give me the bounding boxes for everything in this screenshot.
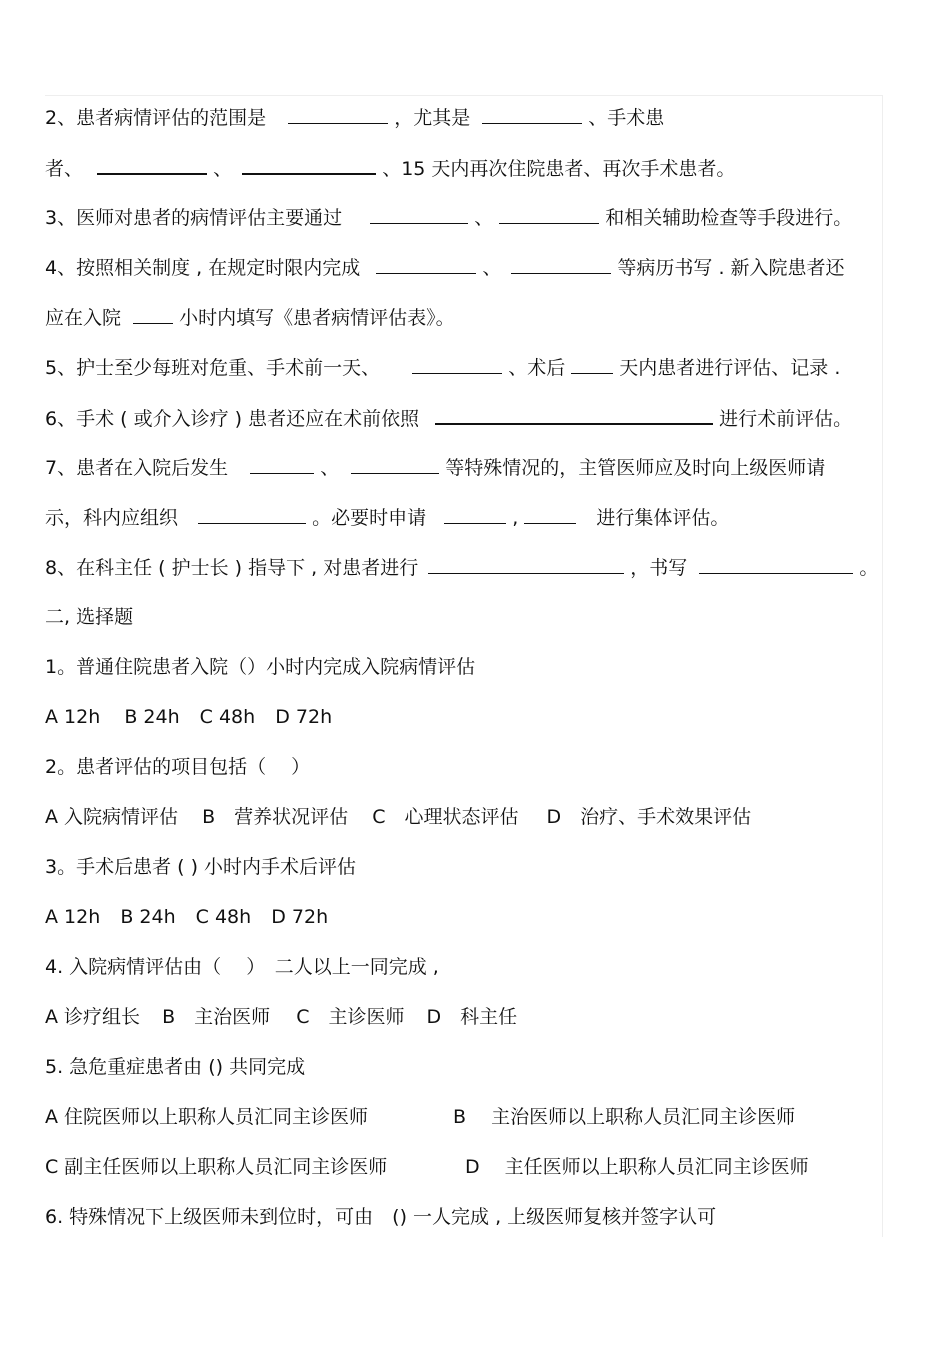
blank-field[interactable] bbox=[428, 554, 624, 574]
fill-q4-line2 bbox=[45, 304, 455, 331]
option-d[interactable]: D 科主任 bbox=[426, 1006, 518, 1028]
text: 、 bbox=[474, 207, 494, 229]
page-right-border bbox=[882, 95, 883, 1237]
blank-field[interactable] bbox=[412, 354, 502, 374]
page-top-border bbox=[45, 95, 883, 96]
text: 天内患者进行评估、记录 . bbox=[619, 357, 841, 379]
option-d[interactable]: D 主任医师以上职称人员汇同主诊医师 bbox=[465, 1156, 809, 1178]
choice-q5-options-row1 bbox=[45, 1104, 796, 1130]
fill-q8 bbox=[45, 554, 878, 581]
text: 3、医师对患者的病情评估主要通过 bbox=[45, 207, 343, 229]
text: 2、患者病情评估的范围是 bbox=[45, 107, 267, 129]
text: 5、护士至少每班对危重、手术前一天、 bbox=[45, 357, 381, 379]
text: 4、按照相关制度 , 在规定时限内完成 bbox=[45, 257, 361, 279]
blank-field[interactable] bbox=[511, 254, 611, 274]
choice-q3: 3。手术后患者 ( ) 小时内手术后评估 bbox=[45, 856, 357, 878]
option-c[interactable]: C 副主任医师以上职称人员汇同主诊医师 bbox=[45, 1156, 388, 1178]
blank-field[interactable] bbox=[351, 454, 439, 474]
choice-q2-options bbox=[45, 804, 751, 830]
fill-q6 bbox=[45, 404, 852, 432]
blank-field[interactable] bbox=[435, 404, 713, 425]
text: 等特殊情况的，主管医师应及时向上级医师请 bbox=[445, 457, 826, 479]
text: 、15 天内再次住院患者、再次手术患者。 bbox=[382, 158, 736, 180]
text: 进行集体评估。 bbox=[596, 507, 730, 529]
blank-field[interactable] bbox=[198, 504, 306, 524]
text: 者、 bbox=[45, 158, 84, 180]
text: 6、手术 ( 或介入诊疗 ) 患者还应在术前依照 bbox=[45, 408, 420, 430]
text: 、 bbox=[213, 158, 233, 180]
fill-q2-line1 bbox=[45, 104, 664, 131]
blank-field[interactable] bbox=[699, 554, 853, 574]
fill-q2-line2 bbox=[45, 154, 735, 182]
text: 、 bbox=[320, 457, 340, 479]
blank-field[interactable] bbox=[571, 354, 613, 374]
text: 应在入院 bbox=[45, 307, 122, 329]
choice-q4: 4. 入院病情评估由（ ） 二人以上一同完成 , bbox=[45, 956, 439, 978]
text: 等病历书写 . 新入院患者还 bbox=[617, 257, 845, 279]
choice-q4-options bbox=[45, 1004, 517, 1030]
fill-q7-line1 bbox=[45, 454, 825, 481]
blank-field[interactable] bbox=[250, 454, 314, 474]
text: 8、在科主任 ( 护士长 ) 指导下 , 对患者进行 bbox=[45, 557, 419, 579]
choice-q1: 1。普通住院患者入院（）小时内完成入院病情评估 bbox=[45, 656, 476, 678]
option-a[interactable]: A 住院医师以上职称人员汇同主诊医师 bbox=[45, 1106, 369, 1128]
blank-field[interactable] bbox=[482, 104, 582, 124]
option-b[interactable]: B 营养状况评估 bbox=[202, 806, 349, 828]
blank-field[interactable] bbox=[97, 154, 207, 175]
blank-field[interactable] bbox=[370, 204, 468, 224]
choice-q6: 6. 特殊情况下上级医师未到位时，可由 () 一人完成 , 上级医师复核并签字认可 bbox=[45, 1206, 717, 1228]
option-d[interactable]: D 72h bbox=[271, 906, 329, 928]
text: 、手术患 bbox=[588, 107, 665, 129]
blank-field[interactable] bbox=[242, 154, 376, 175]
fill-q7-line2 bbox=[45, 504, 729, 531]
choice-q5-options-row2 bbox=[45, 1154, 809, 1180]
text: 7、患者在入院后发生 bbox=[45, 457, 229, 479]
text: 。必要时申请 bbox=[312, 507, 427, 529]
text: 、 bbox=[482, 257, 502, 279]
blank-field[interactable] bbox=[524, 504, 576, 524]
fill-q3 bbox=[45, 204, 852, 231]
option-c[interactable]: C 心理状态评估 bbox=[372, 806, 519, 828]
blank-field[interactable] bbox=[133, 304, 173, 324]
option-b[interactable]: B 24h bbox=[124, 706, 180, 728]
text: 。 bbox=[859, 557, 879, 579]
text: 进行术前评估。 bbox=[719, 408, 853, 430]
option-c[interactable]: C 48h bbox=[195, 906, 252, 928]
fill-q4-line1 bbox=[45, 254, 845, 281]
option-c[interactable]: C 主诊医师 bbox=[296, 1006, 405, 1028]
blank-field[interactable] bbox=[288, 104, 388, 124]
option-b[interactable]: B 主治医师以上职称人员汇同主诊医师 bbox=[453, 1106, 796, 1128]
text: ，尤其是 bbox=[394, 107, 471, 129]
text: 、术后 bbox=[508, 357, 566, 379]
choice-q3-options bbox=[45, 904, 328, 930]
text: , bbox=[512, 507, 519, 529]
option-a[interactable]: A 入院病情评估 bbox=[45, 806, 179, 828]
blank-field[interactable] bbox=[376, 254, 476, 274]
option-d[interactable]: D 72h bbox=[275, 706, 333, 728]
text: ，书写 bbox=[630, 557, 688, 579]
option-a[interactable]: A 诊疗组长 bbox=[45, 1006, 141, 1028]
fill-q5 bbox=[45, 354, 840, 381]
section-heading: 二, 选择题 bbox=[45, 606, 134, 628]
option-c[interactable]: C 48h bbox=[199, 706, 256, 728]
option-a[interactable]: A 12h bbox=[45, 906, 101, 928]
blank-field[interactable] bbox=[499, 204, 599, 224]
option-b[interactable]: B 24h bbox=[120, 906, 176, 928]
blank-field[interactable] bbox=[444, 504, 506, 524]
option-d[interactable]: D 治疗、手术效果评估 bbox=[546, 806, 752, 828]
text: 小时内填写《患者病情评估表》。 bbox=[179, 307, 455, 329]
choice-q1-options bbox=[45, 704, 332, 730]
text: 和相关辅助检查等手段进行。 bbox=[605, 207, 853, 229]
option-a[interactable]: A 12h bbox=[45, 706, 101, 728]
choice-q5: 5. 急危重症患者由 () 共同完成 bbox=[45, 1056, 306, 1078]
text: 示，科内应组织 bbox=[45, 507, 179, 529]
option-b[interactable]: B 主治医师 bbox=[162, 1006, 271, 1028]
choice-q2: 2。患者评估的项目包括（ ） bbox=[45, 756, 311, 778]
